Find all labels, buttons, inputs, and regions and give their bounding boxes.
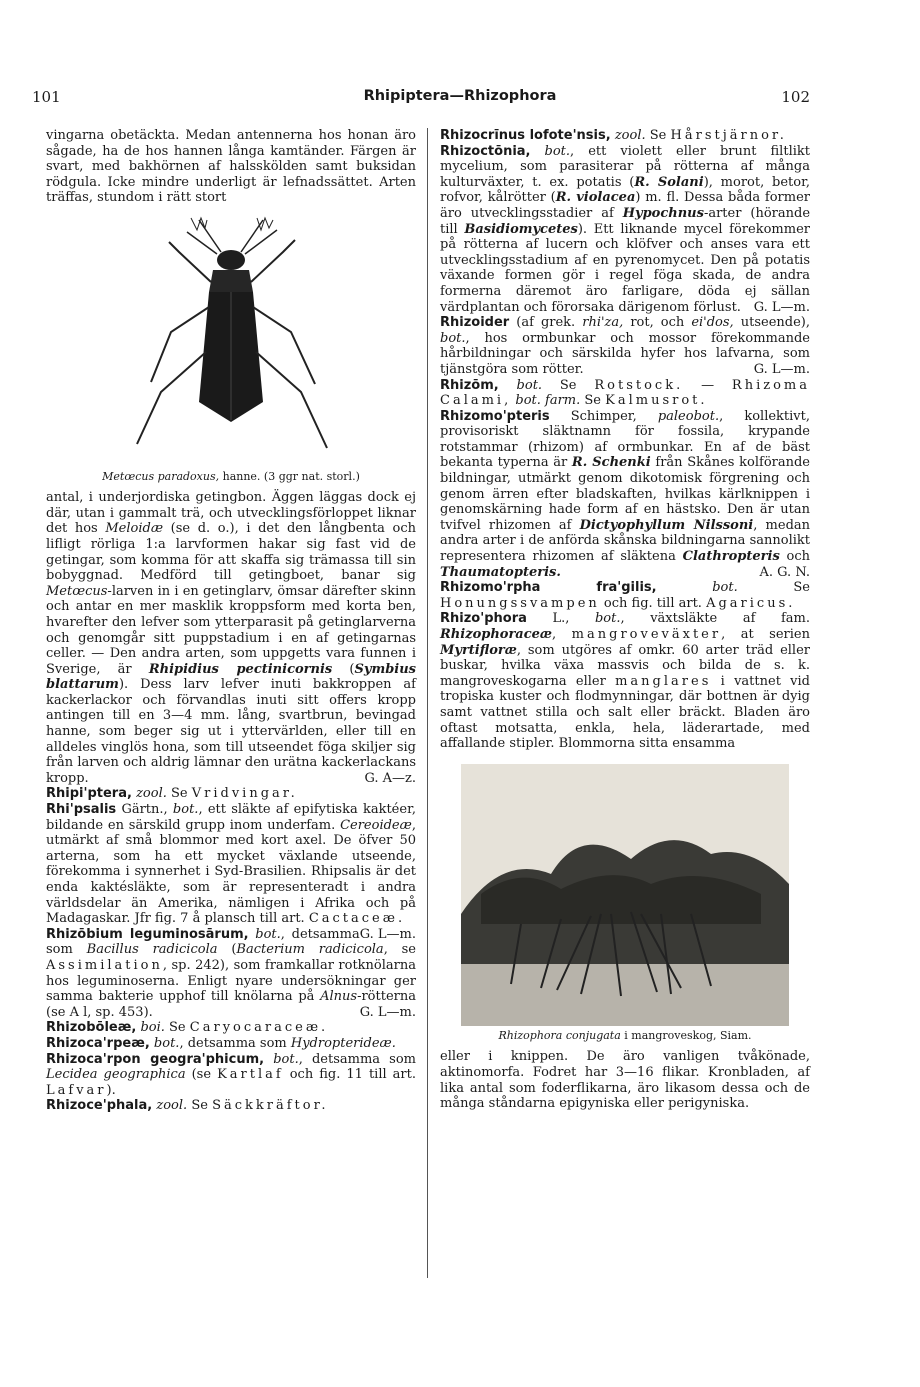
entry-rhipsalis: Rhi'psalis Gärtn., bot., ett släkte af epifytiska kaktéer, bildande en särskild grupp inom underfam. Cereoideæ, utmärkt af små blommor med kort axel. De öfver 50 arterna, som ha ett mycket växlande utseende, förekomma i synnerhet i Syd-Brasilien. Rhipsalis är det enda kaktésläkte, som är representeradt i andra världsdelar än Amerika, nämligen i Afrika och på Madagaskar. Jfr fig. 7 å plansch till art. Cactaceæ. G. L—m. — [46, 802, 416, 942]
entry-rhipiptera: Rhipi'ptera, zool. Se Vridvingar. — [46, 786, 298, 802]
entry-rhizocarpon: Rhizoca'rpon geogra'phicum, bot., detsamma som Lecidea geographica (se Kartlaf och fig. 11 till art. Lafvar). — [46, 1051, 416, 1098]
entry-rhizomorpha: Rhizomo'rpha fra'gilis, bot. Se Honungssvampen och fig. till art. Agaricus. — [440, 580, 810, 611]
entry-rhizobium: Rhizōbium leguminosārum, bot., detsamma som Bacillus radicicola (Bacterium radicicola, se Assimilation, sp. 242), som framkallar rotknölarna hos leguminoserna. Enligt nyare undersökningar ger samma bakterie upphof till knölarna på Alnus-rötterna (se A l, sp. 453). G. L—m. — [46, 926, 417, 1020]
entry-rhizocephala: Rhizoce'phala, zool. Se Säckkräftor. — [46, 1098, 329, 1114]
page-number-right: 102 — [781, 88, 810, 106]
entry-rhizoider: Rhizoider (af grek. rhi'za, rot, och ei'dos, utseende), bot., hos ormbunkar och mossor förekommande hårbildningar och särskilda hyfer hos lafvarna, som tjänstgöra som rötter. G. L—m. — [440, 315, 810, 377]
page-number-left: 101 — [32, 88, 61, 106]
entry-rhizoctonia: Rhizoctōnia, bot., ett violett eller brunt filtlikt mycelium, som parasiterar på rötterna af många kulturväxter, t. ex. potatis (R. Solani), morot, betor, rofvor, kålrötter (R. violacea) m. fl. Dessa båda former äro utvecklingsstadier af Hypochnus-arter (hörande till Basidiomycetes). Ett liknande mycel förekommer på rötterna af lucern och klöfver och anses vara ett utvecklingsstadium af en pyrenomycet. Den på potatis växande formen gör i regel föga skada, de andra formerna däremot äro farligare, döda ej sällan värdplantan och förorsaka därigenom förlust. G. L—m. — [440, 143, 811, 315]
paragraph: antal, i underjordiska getingbon. Äggen läggas dock ej där, utan i gammalt trä, och utvecklingsförloppet liknar det hos Meloidæ (se d. o.), i det den långbenta och lifligt rörliga 1:a larvformen hakar sig fast vid de getingar, som komma för att skaffa sig trämassa till sin bobyggnad. Medförd till getingboet, banar sig Metœcus-larven in i en getinglarv, ömsar därefter skinn och antar en mer masklik kroppsform med korta ben, hvarefter den lefver som ytterparasit på getinglarverna och genomgår sitt puppstadium i en af getingarnas celler. — Den andra arten, som uppgetts vara funnen i Sverige, är Rhipidius pectinicornis (Symbius blattarum). Dess larv lefver inuti bakkroppen af kackerlackor och förvandlas inuti sitt offers kropp antingen till en 3—4 mm. lång, svartbrun, bevingad hanne, som beger sig ut i yttervärlden, eller till en alldeles vinglös hona, som till utseendet föga skiljer sig från larven och aldrig lämnar den urätna kackerlackans kropp. G. A—z. — [46, 490, 417, 786]
entry-rhizocarpeae: Rhizoca'rpeæ, bot., detsamma som Hydropterideæ. — [46, 1035, 396, 1051]
entry-rhizoboleae: Rhizobōleæ, boi. Se Caryocaraceæ. — [46, 1020, 329, 1036]
entry-rhizocrinus: Rhizocrīnus lofote'nsis, zool. Se Hårstjärnor. — [440, 128, 787, 143]
mangrove-caption: Rhizophora conjugata i mangroveskog, Siam. — [498, 1028, 752, 1042]
entry-rhizomopteris: Rhizomo'pteris Schimper, paleobot., kollektivt, provisoriskt släktnamn för fossila, krypande rotstammar (rhizom) af ormbunkar. En af de bäst bekanta typerna är R. Schenki från Skånes kolförande bildningar, utmärkt genom dikotomisk förgrening och genom ärren efter bladskaften, hvilkas kärlknippen i genomskärning hade form af en hästsko. Den är utan tvifvel rhizomen af Dictyophyllum Nilssoni, medan andra arter i de anförda skånska bildningarna sannolikt representera rhizomen af släktena Clathropteris och Thaumatopteris. A. G. N. — [440, 408, 811, 580]
beetle-figure — [46, 212, 416, 484]
beetle-caption: Metœcus paradoxus, hanne. (3 ggr nat. storl.) — [102, 469, 360, 483]
running-head: Rhipiptera—Rhizophora — [363, 88, 557, 104]
entry-rhizophora: Rhizo'phora L., bot., växtsläkte af fam. Rhizophoraceæ, mangroveväxter, at serien Myrtifloræ, som utgöres af omkr. 60 arter träd eller buskar, hvilka växa massvis och bilda de s. k. mangroveskogarna eller manglares i vattnet vid tropiska kuster och flodmynningar, där bottnen är dyig samt vattnet stilla och salt eller bräckt. Bladen äro oftast motsatta, enkla, hela, läderartade, med affallande stipler. Blommorna sitta ensamma — [440, 611, 811, 752]
entry-rhizom: Rhizōm, bot. Se Rotstock. — Rhizoma Calami, bot. farm. Se Kalmusrot. — [440, 377, 810, 409]
left-column — [46, 128, 416, 1114]
column-divider — [427, 128, 428, 1278]
beetle-illustration — [91, 212, 371, 462]
mangrove-photo — [461, 764, 789, 1026]
paragraph: eller i knippen. De äro vanligen tvåkönade, aktinomorfa. Fodret har 3—16 flikar. Kronbladen, af lika antal som foderflikarna, äro likasom dessa och de många ståndarna epigyniska eller perigyniska. — [440, 1049, 810, 1112]
right-column — [440, 128, 810, 1112]
paragraph: vingarna obetäckta. Medan antennerna hos honan äro sågade, ha de hos hannen långa kamtänder. Färgen är svart, med bakhörnen af halsskölden samt buksidan rödgula. Icke mindre underligt är lefnadssättet. Arten träffas, stundom i rätt stort — [46, 128, 416, 206]
mangrove-figure — [440, 764, 810, 1044]
